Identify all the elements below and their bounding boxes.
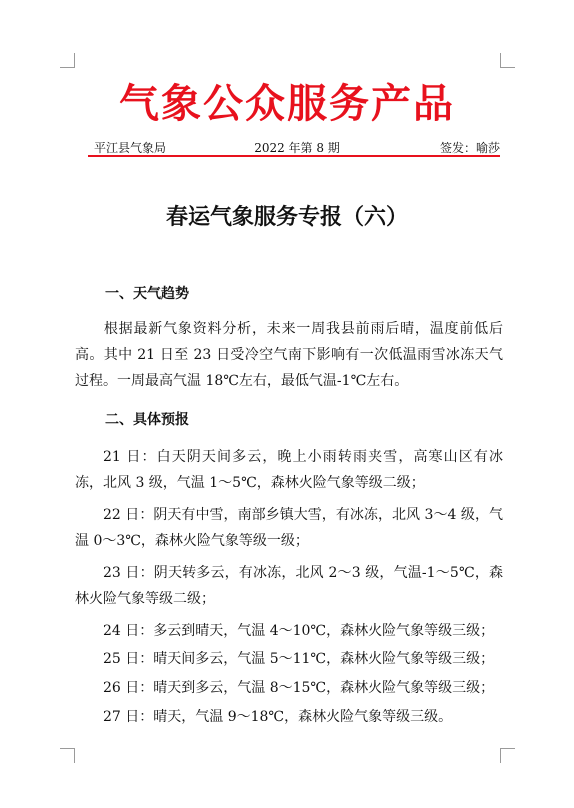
signoff-label: 签发：喻莎 xyxy=(439,141,500,155)
masthead-title: 气象公众服务产品 xyxy=(119,81,455,127)
paragraph-text: 27 日：晴天，气温 9～18℃，森林火险气象等级三级。 xyxy=(103,709,453,725)
crop-mark-top-right xyxy=(500,53,515,68)
red-divider xyxy=(88,155,500,157)
crop-mark-top-left xyxy=(60,53,75,68)
issue-info-row xyxy=(94,139,500,155)
issue-number: 2022 年第 8 期 xyxy=(254,141,340,155)
crop-mark-bottom-right xyxy=(500,748,515,763)
paragraph xyxy=(75,560,503,612)
paragraph xyxy=(75,618,503,644)
section-heading: 一、天气趋势 xyxy=(105,286,189,302)
crop-mark-bottom-left xyxy=(60,748,75,763)
paragraph-text: 22 日：阴天有中雪，南部乡镇大雪，有冰冻，北风 3～4 级，气温 0～3℃，森林火险气象等级一级； xyxy=(75,507,503,549)
document-title: 春运气象服务专报（六） xyxy=(165,204,408,230)
paragraph xyxy=(75,316,503,394)
paragraph-text: 25 日：晴天间多云，气温 5～11℃，森林火险气象等级三级； xyxy=(103,651,495,667)
issuer-label: 平江县气象局 xyxy=(94,141,167,155)
paragraph-text: 根据最新气象资料分析，未来一周我县前雨后晴，温度前低后高。其中 21 日至 23 日受冷空气南下影响有一次低温雨雪冰冻天气过程。一周最高气温 18℃左右，最低气温-1℃左右。 xyxy=(75,321,503,389)
paragraph xyxy=(75,675,503,701)
paragraph xyxy=(75,502,503,554)
paragraph-text: 26 日：晴天到多云，气温 8～15℃，森林火险气象等级三级； xyxy=(103,680,495,696)
paragraph-text: 23 日：阴天转多云，有冰冻，北风 2～3 级，气温-1～5℃，森林火险气象等级二级； xyxy=(75,565,503,607)
section-heading: 二、具体预报 xyxy=(105,412,189,428)
paragraph-text: 21 日：白天阴天间多云，晚上小雨转雨夹雪，高寒山区有冰冻，北风 3 级，气温 1～5℃，森林火险气象等级二级； xyxy=(75,449,503,491)
paragraph xyxy=(75,646,503,672)
paragraph xyxy=(75,704,503,730)
paragraph-text: 24 日：多云到晴天，气温 4～10℃，森林火险气象等级三级； xyxy=(103,623,495,639)
paragraph xyxy=(75,444,503,496)
